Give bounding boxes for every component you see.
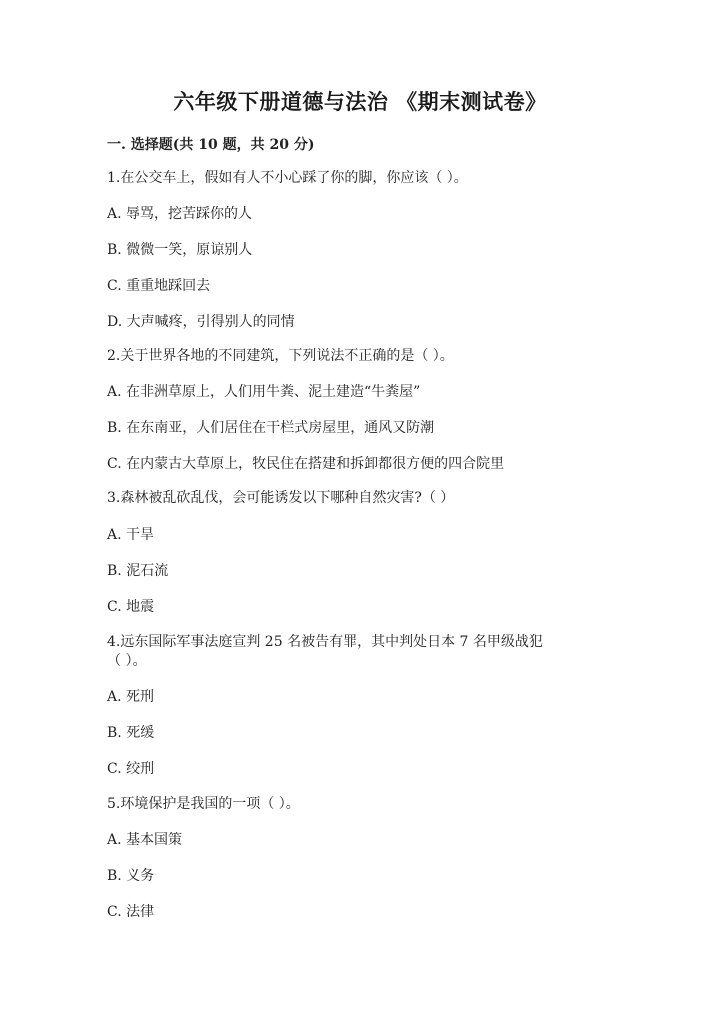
section-heading: 一. 选择题(共 10 题，共 20 分) bbox=[107, 137, 315, 153]
question-5-option-a: A. 基本国策 bbox=[107, 832, 183, 848]
question-2-stem: 2.关于世界各地的不同建筑，下列说法不正确的是（ ）。 bbox=[107, 348, 454, 364]
question-1-option-a: A. 辱骂，挖苦踩你的人 bbox=[107, 206, 253, 222]
question-3-option-c: C. 地震 bbox=[107, 599, 155, 615]
question-3-option-a: A. 干旱 bbox=[107, 527, 155, 543]
question-2-option-b: B. 在东南亚，人们居住在干栏式房屋里，通风又防潮 bbox=[107, 420, 435, 436]
question-3-option-b: B. 泥石流 bbox=[107, 563, 169, 579]
question-2-option-c: C. 在内蒙古大草原上，牧民住在搭建和拆卸都很方便的四合院里 bbox=[107, 456, 505, 472]
question-5-option-b: B. 义务 bbox=[107, 868, 155, 884]
exam-title: 六年级下册道德与法治 《期末测试卷》 bbox=[173, 89, 547, 114]
question-1-option-b: B. 微微一笑，原谅别人 bbox=[107, 242, 253, 258]
question-4-stem: 4.远东国际军事法庭宣判 25 名被告有罪，其中判处日本 7 名甲级战犯 bbox=[107, 634, 543, 650]
question-1-option-c: C. 重重地踩回去 bbox=[107, 278, 211, 294]
question-4-stem-continued: （ ）。 bbox=[107, 653, 147, 669]
question-1-option-d: D. 大声喊疼，引得别人的同情 bbox=[107, 314, 295, 330]
question-5-stem: 5.环境保护是我国的一项（ ）。 bbox=[107, 796, 300, 812]
question-4-option-c: C. 绞刑 bbox=[107, 761, 155, 777]
question-3-stem: 3.森林被乱砍乱伐，会可能诱发以下哪种自然灾害?（ ） bbox=[107, 490, 455, 506]
question-5-option-c: C. 法律 bbox=[107, 904, 155, 920]
question-1-stem: 1.在公交车上，假如有人不小心踩了你的脚，你应该（ ）。 bbox=[107, 170, 468, 186]
question-2-option-a: A. 在非洲草原上，人们用牛粪、泥土建造“牛粪屋” bbox=[107, 384, 421, 400]
question-4-option-a: A. 死刑 bbox=[107, 689, 155, 705]
question-4-option-b: B. 死缓 bbox=[107, 725, 155, 741]
